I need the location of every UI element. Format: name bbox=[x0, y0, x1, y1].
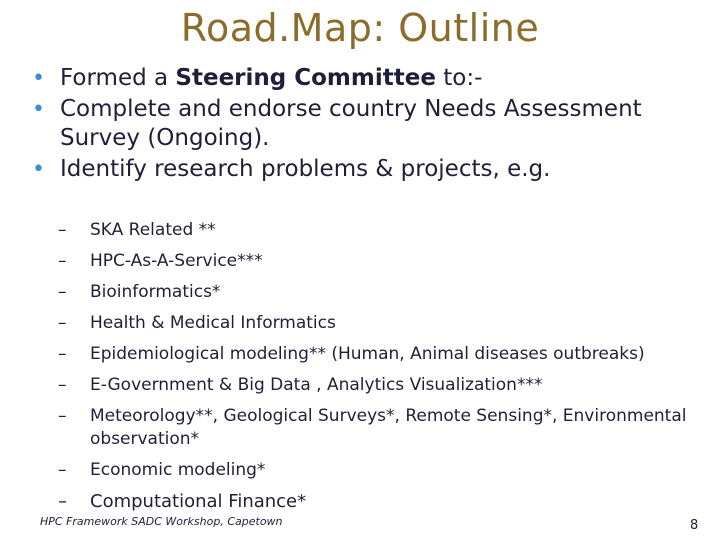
bullet-dot-icon: • bbox=[32, 157, 45, 182]
sub-item-text: Economic modeling* bbox=[90, 460, 266, 480]
sub-item-text: E-Government & Big Data , Analytics Visualization*** bbox=[90, 375, 543, 395]
bullet-dot-icon: • bbox=[32, 97, 45, 122]
sub-item bbox=[58, 281, 708, 304]
sub-item-text: Epidemiological modeling** (Human, Animal diseases outbreaks) bbox=[90, 344, 645, 364]
sub-bullet-list bbox=[58, 219, 708, 521]
bullet-text: Identify research problems & projects, e.g. bbox=[60, 156, 551, 182]
sub-item bbox=[58, 459, 708, 482]
slide-title: Road.Map: Outline bbox=[180, 6, 540, 50]
sub-item-text: SKA Related ** bbox=[90, 220, 216, 240]
sub-item-text: Health & Medical Informatics bbox=[90, 313, 336, 333]
sub-item bbox=[58, 219, 708, 242]
page-number: 8 bbox=[690, 518, 699, 533]
bullet-item bbox=[28, 64, 708, 93]
bullet-text: Complete and endorse country Needs Assessment Survey (Ongoing). bbox=[60, 96, 642, 151]
dash-icon: – bbox=[58, 220, 67, 240]
dash-icon: – bbox=[58, 460, 67, 480]
sub-item-text: Meteorology**, Geological Surveys*, Remote Sensing*, Environmental observation* bbox=[90, 406, 687, 449]
dash-icon: – bbox=[58, 491, 67, 512]
dash-icon: – bbox=[58, 313, 67, 333]
dash-icon: – bbox=[58, 251, 67, 271]
sub-item bbox=[58, 405, 708, 451]
dash-icon: – bbox=[58, 406, 67, 426]
dash-icon: – bbox=[58, 375, 67, 395]
sub-item-text: Bioinformatics* bbox=[90, 282, 221, 302]
sub-item bbox=[58, 312, 708, 335]
bullet-item bbox=[28, 155, 708, 184]
bullet-item bbox=[28, 95, 708, 153]
dash-icon: – bbox=[58, 344, 67, 364]
dash-icon: – bbox=[58, 282, 67, 302]
bullet-text-prefix: Formed a bbox=[60, 65, 176, 91]
slide-footer: HPC Framework SADC Workshop, Capetown bbox=[40, 515, 283, 528]
bullet-dot-icon: • bbox=[32, 66, 45, 91]
bullet-text-bold: Steering Committee bbox=[175, 65, 436, 91]
bullet-text-suffix: to:- bbox=[435, 65, 483, 91]
sub-item bbox=[58, 374, 708, 397]
sub-item-text: HPC-As-A-Service*** bbox=[90, 251, 263, 271]
main-bullet-list bbox=[28, 64, 708, 186]
sub-item bbox=[58, 490, 708, 513]
sub-item bbox=[58, 343, 708, 366]
sub-item bbox=[58, 250, 708, 273]
sub-item-text: Computational Finance* bbox=[90, 491, 307, 512]
